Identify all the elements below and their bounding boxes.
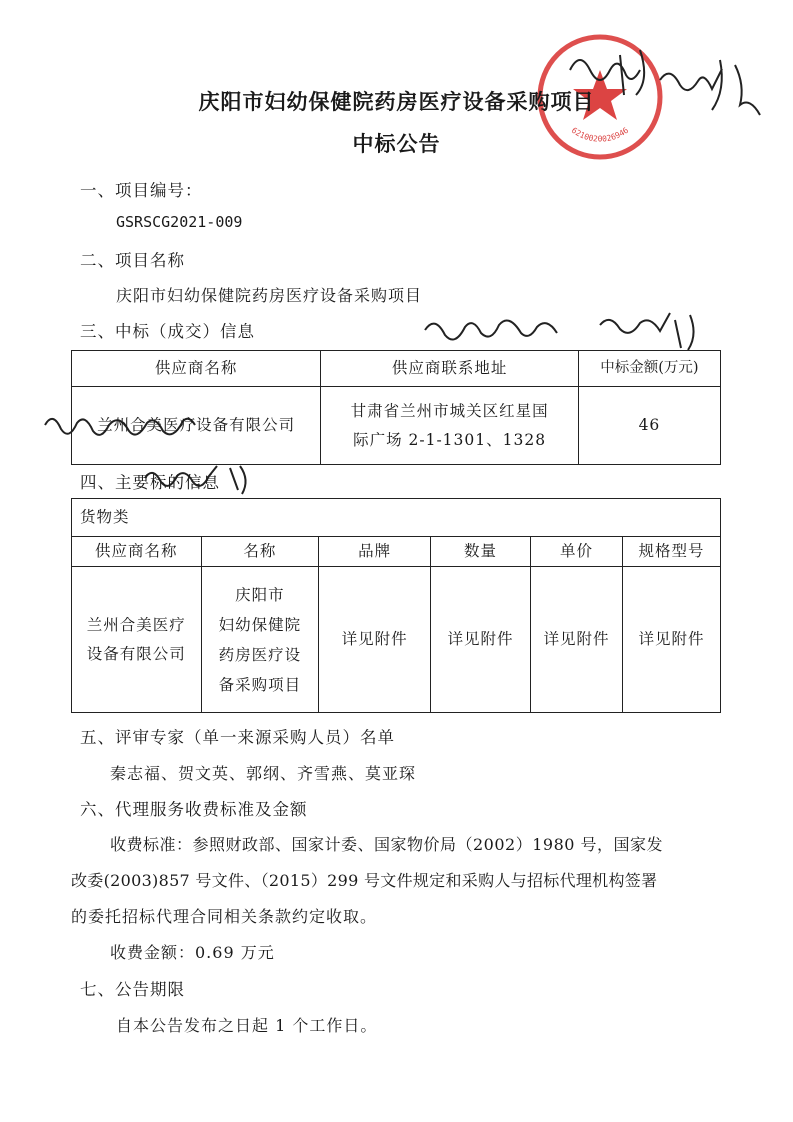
- project-name: 庆阳市妇幼保健院药房医疗设备采购项目: [116, 286, 423, 305]
- goods-table: [71, 498, 721, 713]
- expert-list: 秦志福、贺文英、郭纲、齐雪燕、莫亚琛: [110, 764, 417, 783]
- fee-standard-line3: 的委托招标代理合同相关条款约定收取。: [71, 907, 378, 926]
- goods-quantity: 详见附件: [431, 567, 531, 713]
- goods-unit-price: 详见附件: [530, 567, 622, 713]
- section-6-heading: 六、代理服务收费标准及金额: [80, 800, 308, 819]
- award-header-address: 供应商联系地址: [321, 351, 579, 387]
- award-amount: 46: [578, 387, 720, 465]
- goods-header-unit-price: 单价: [530, 537, 622, 567]
- goods-header-brand: 品牌: [319, 537, 431, 567]
- section-5-heading: 五、评审专家（单一来源采购人员）名单: [80, 728, 395, 747]
- award-table: [71, 350, 721, 465]
- section-7-heading: 七、公告期限: [80, 980, 185, 999]
- goods-brand: 详见附件: [319, 567, 431, 713]
- award-header-amount: 中标金额(万元): [578, 351, 720, 387]
- seal-number: 6210020026946: [569, 125, 631, 144]
- goods-spec: 详见附件: [623, 567, 721, 713]
- goods-header-name: 名称: [201, 537, 319, 567]
- award-address: [321, 387, 579, 465]
- goods-name-line3: 药房医疗设: [218, 645, 302, 664]
- goods-header-spec: 规格型号: [623, 537, 721, 567]
- goods-category: 货物类: [72, 499, 721, 537]
- award-header-supplier: 供应商名称: [72, 351, 321, 387]
- fee-standard-line2: 改委(2003)857 号文件、（2015）299 号文件规定和采购人与招标代理机构签署: [71, 871, 658, 890]
- award-supplier: 兰州合美医疗设备有限公司: [72, 387, 321, 465]
- goods-header-supplier: 供应商名称: [72, 537, 202, 567]
- fee-amount: 收费金额：0.69 万元: [110, 943, 275, 962]
- section-1-heading: 一、项目编号：: [80, 181, 203, 200]
- goods-supplier: [72, 567, 202, 713]
- section-4-heading: 四、主要标的信息: [80, 473, 220, 492]
- section-2-heading: 二、项目名称: [80, 251, 185, 270]
- award-address-line2: 际广场 2-1-1301、1328: [353, 430, 547, 449]
- goods-name: [201, 567, 319, 713]
- goods-name-line1: 庆阳市: [235, 585, 285, 604]
- goods-supplier-line1: 兰州合美医疗: [86, 615, 186, 634]
- document-subtitle: 中标公告: [352, 131, 441, 156]
- goods-name-line4: 备采购项目: [218, 675, 302, 694]
- project-number: GSRSCG2021-009: [116, 213, 243, 231]
- section-3-heading: 三、中标（成交）信息: [80, 322, 255, 341]
- goods-supplier-line2: 设备有限公司: [86, 644, 186, 663]
- handwritten-note-s3: [420, 305, 710, 355]
- document-title: 庆阳市妇幼保健院药房医疗设备采购项目: [198, 89, 595, 114]
- goods-header-quantity: 数量: [431, 537, 531, 567]
- award-address-line1: 甘肃省兰州市城关区红星国: [350, 401, 549, 420]
- fee-standard-line1: 收费标准：参照财政部、国家计委、国家物价局（2002）1980 号，国家发: [110, 835, 664, 854]
- notice-period: 自本公告发布之日起 1 个工作日。: [116, 1016, 378, 1035]
- goods-name-line2: 妇幼保健院: [218, 615, 302, 634]
